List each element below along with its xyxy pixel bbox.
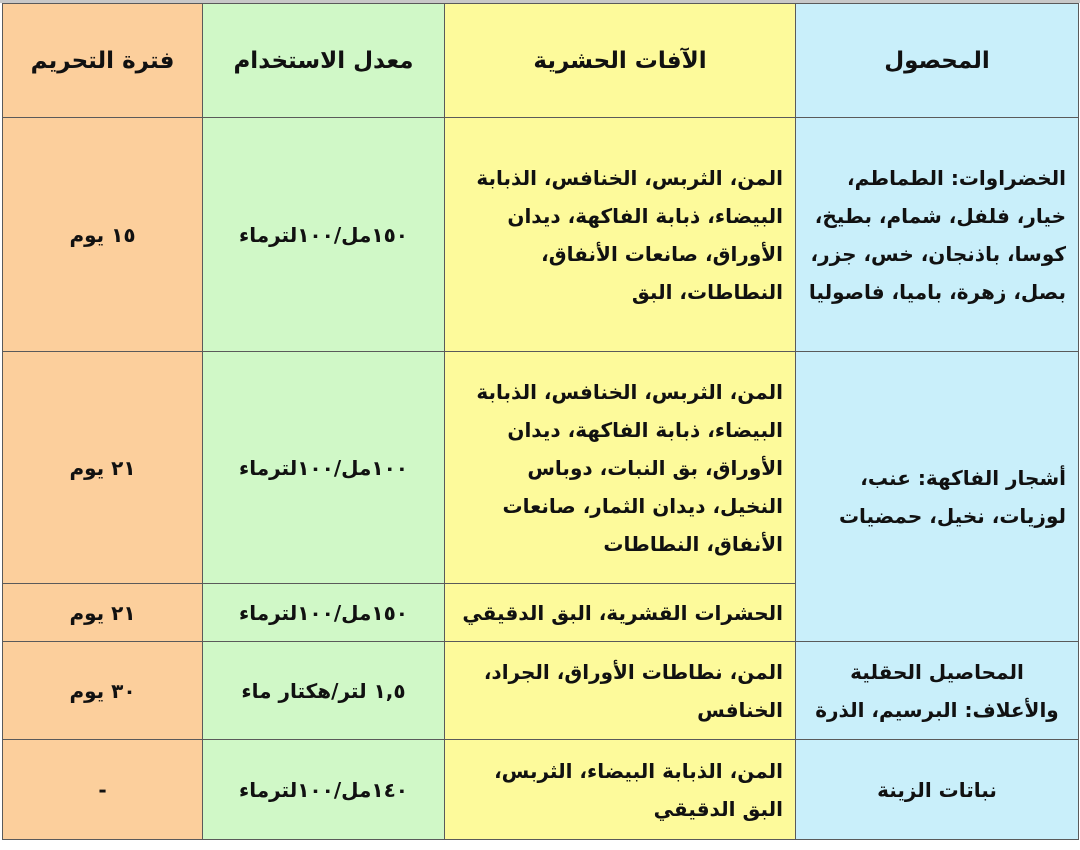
cell-crop: المحاصيل الحقلية والأعلاف: البرسيم، الذرة — [796, 642, 1079, 740]
cell-crop: أشجار الفاكهة: عنب، لوزيات، نخيل، حمضيات — [796, 352, 1079, 642]
header-crop: المحصول — [796, 4, 1079, 118]
cell-crop: نباتات الزينة — [796, 740, 1079, 840]
cell-period: ٣٠ يوم — [3, 642, 203, 740]
cell-pests: المن، نطاطات الأوراق، الجراد، الخنافس — [445, 642, 796, 740]
header-rate: معدل الاستخدام — [203, 4, 445, 118]
cell-rate: ١٥٠مل/١٠٠لترماء — [203, 118, 445, 352]
cell-period: ٢١ يوم — [3, 352, 203, 584]
pesticide-usage-table — [2, 3, 1079, 840]
table-row — [3, 118, 1079, 352]
table-row — [3, 740, 1079, 840]
cell-rate: ١٠٠مل/١٠٠لترماء — [203, 352, 445, 584]
cell-rate: ١٤٠مل/١٠٠لترماء — [203, 740, 445, 840]
table-row — [3, 642, 1079, 740]
cell-period: ٢١ يوم — [3, 584, 203, 642]
cell-rate: ١٥٠مل/١٠٠لترماء — [203, 584, 445, 642]
table-row — [3, 352, 1079, 584]
cell-pests: الحشرات القشرية، البق الدقيقي — [445, 584, 796, 642]
cell-pests: المن، الثربس، الخنافس، الذبابة البيضاء، ذبابة الفاكهة، ديدان الأوراق، صانعات الأنفاق، النطاطات، البق — [445, 118, 796, 352]
cell-pests: المن، الثربس، الخنافس، الذبابة البيضاء، ذبابة الفاكهة، ديدان الأوراق، بق النبات، دوباس النخيل، ديدان الثمار، صانعات الأنفاق، النطاطات — [445, 352, 796, 584]
header-period: فترة التحريم — [3, 4, 203, 118]
cell-period: - — [3, 740, 203, 840]
cell-period: ١٥ يوم — [3, 118, 203, 352]
cell-rate: ١,٥ لتر/هكتار ماء — [203, 642, 445, 740]
cell-pests: المن، الذبابة البيضاء، الثربس، البق الدقيقي — [445, 740, 796, 840]
header-pests: الآفات الحشرية — [445, 4, 796, 118]
cell-crop: الخضراوات: الطماطم، خيار، فلفل، شمام، بطيخ، كوسا، باذنجان، خس، جزر، بصل، زهرة، باميا، فاصوليا — [796, 118, 1079, 352]
table-header-row — [3, 4, 1079, 118]
